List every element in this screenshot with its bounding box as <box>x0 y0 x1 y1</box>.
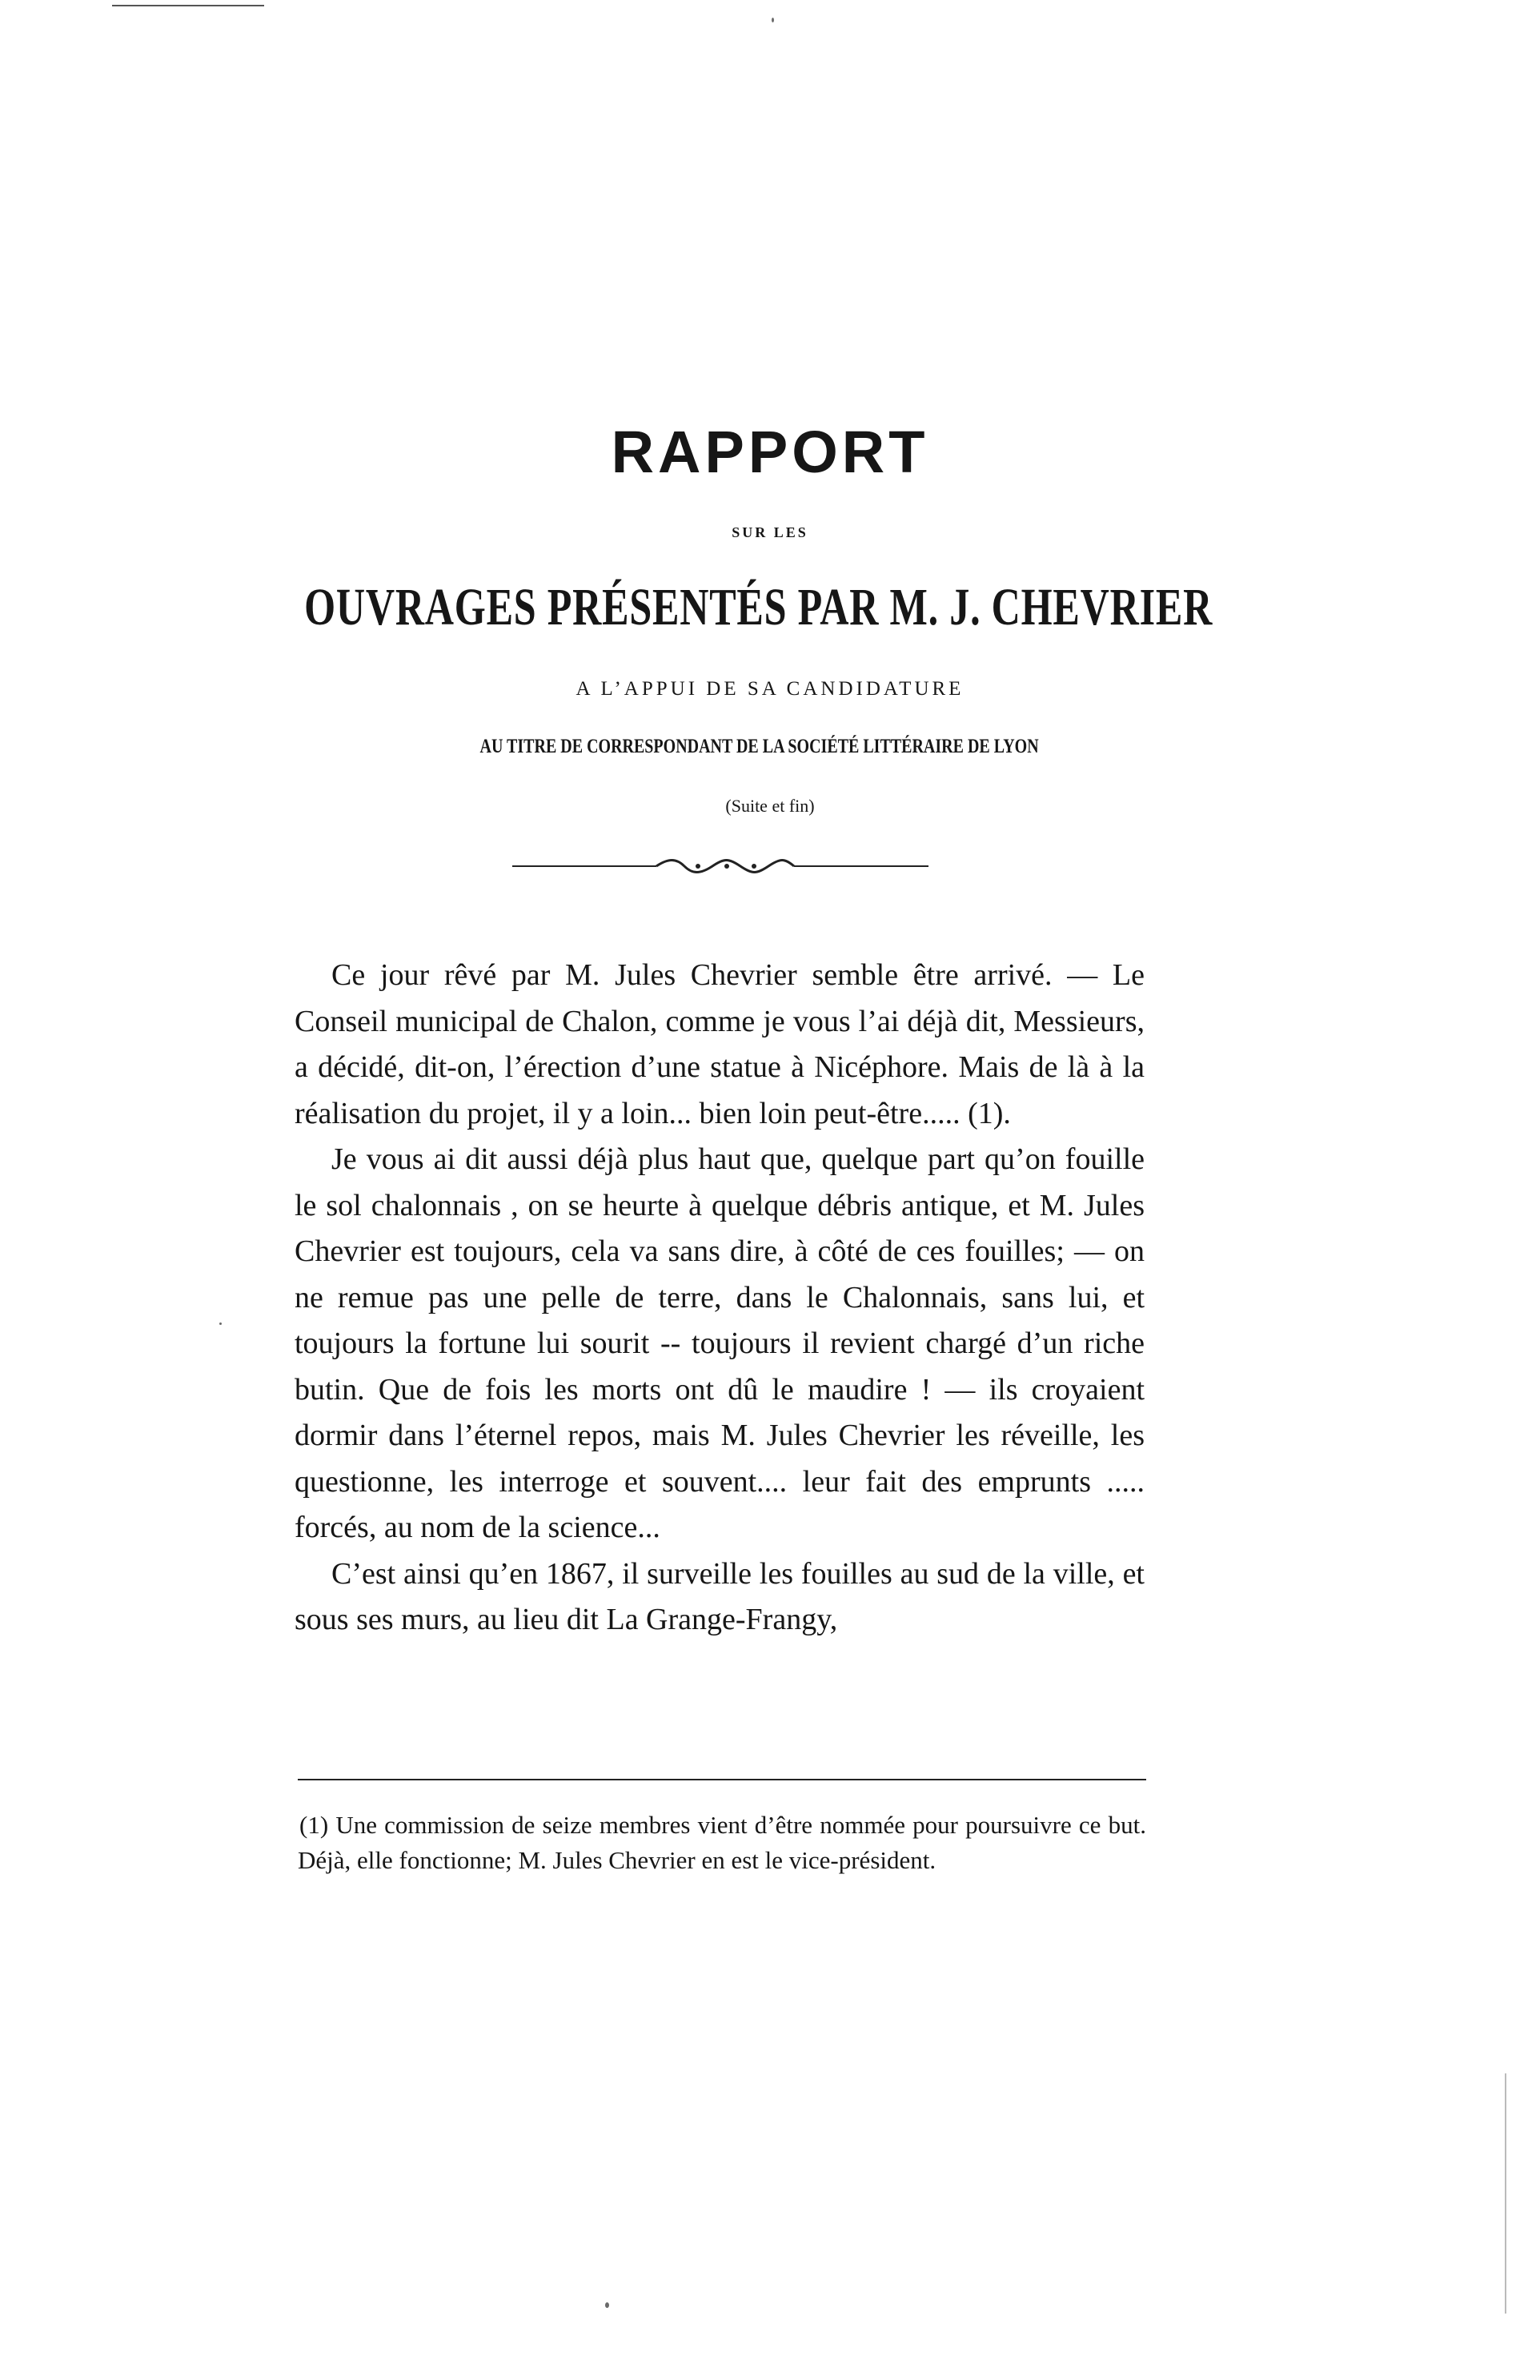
paragraph-1: Ce jour rêvé par M. Jules Chevrier semble être arrivé. — Le Conseil municipal de Chalon, comme je vous l’ai déjà dit, Messieurs, a décidé, dit-on, l’érection d’une statue à Nicéphore. Mais de là à la réalisation du projet, il y a loin... bien loin peut-être..... (1). <box>295 958 1145 1130</box>
print-speck <box>605 2302 609 2308</box>
print-speck <box>772 18 774 22</box>
paragraph-3: C’est ainsi qu’en 1867, il surveille les fouilles au sud de la ville, et sous ses murs, au lieu dit La Grange-Frangy, <box>295 1556 1145 1636</box>
footnote-separator <box>298 1779 1146 1780</box>
suite-et-fin-label: (Suite et fin) <box>725 796 815 816</box>
paragraph-2: Je vous ai dit aussi déjà plus haut que, quelque part qu’on fouille le sol chalonnais , on se heurte à quelque débris antique, et M. Jules Chevrier est toujours, cela va sans dire, à côté de ces fouilles; — on ne remue pas une pelle de terre, dans le Chalonnais, sans lui, et toujours la fortune lui sourit -- toujours il revient chargé d’un riche butin. Que de fois les morts ont dû le maudire ! — ils croyaient dormir dans l’éternel repos, mais M. Jules Chevrier les réveille, les questionne, les interroge et souvent.... leur fait des emprunts ..... forcés, au nom de la science... <box>295 1142 1145 1544</box>
body-text <box>295 953 1145 1644</box>
print-speck <box>219 1322 222 1325</box>
footnote <box>298 1808 1146 1878</box>
report-title: RAPPORT <box>611 419 929 485</box>
subtitle-correspondant: AU TITRE DE CORRESPONDANT DE LA SOCIÉTÉ LITTÉRAIRE DE LYON <box>479 736 1039 757</box>
top-edge-rule <box>112 5 264 6</box>
print-speck <box>1505 2073 1506 2314</box>
footnote-text: (1) Une commission de seize membres vient d’être nommée pour poursuivre ce but. Déjà, elle fonctionne; M. Jules Chevrier en est le vice-président. <box>298 1811 1146 1874</box>
sur-les-label: SUR LES <box>732 524 808 540</box>
ornamental-divider-icon <box>512 855 928 876</box>
subtitle-candidature: A L’APPUI DE SA CANDIDATURE <box>575 678 965 700</box>
report-heading: OUVRAGES PRÉSENTÉS PAR M. J. CHEVRIER <box>304 578 1213 636</box>
